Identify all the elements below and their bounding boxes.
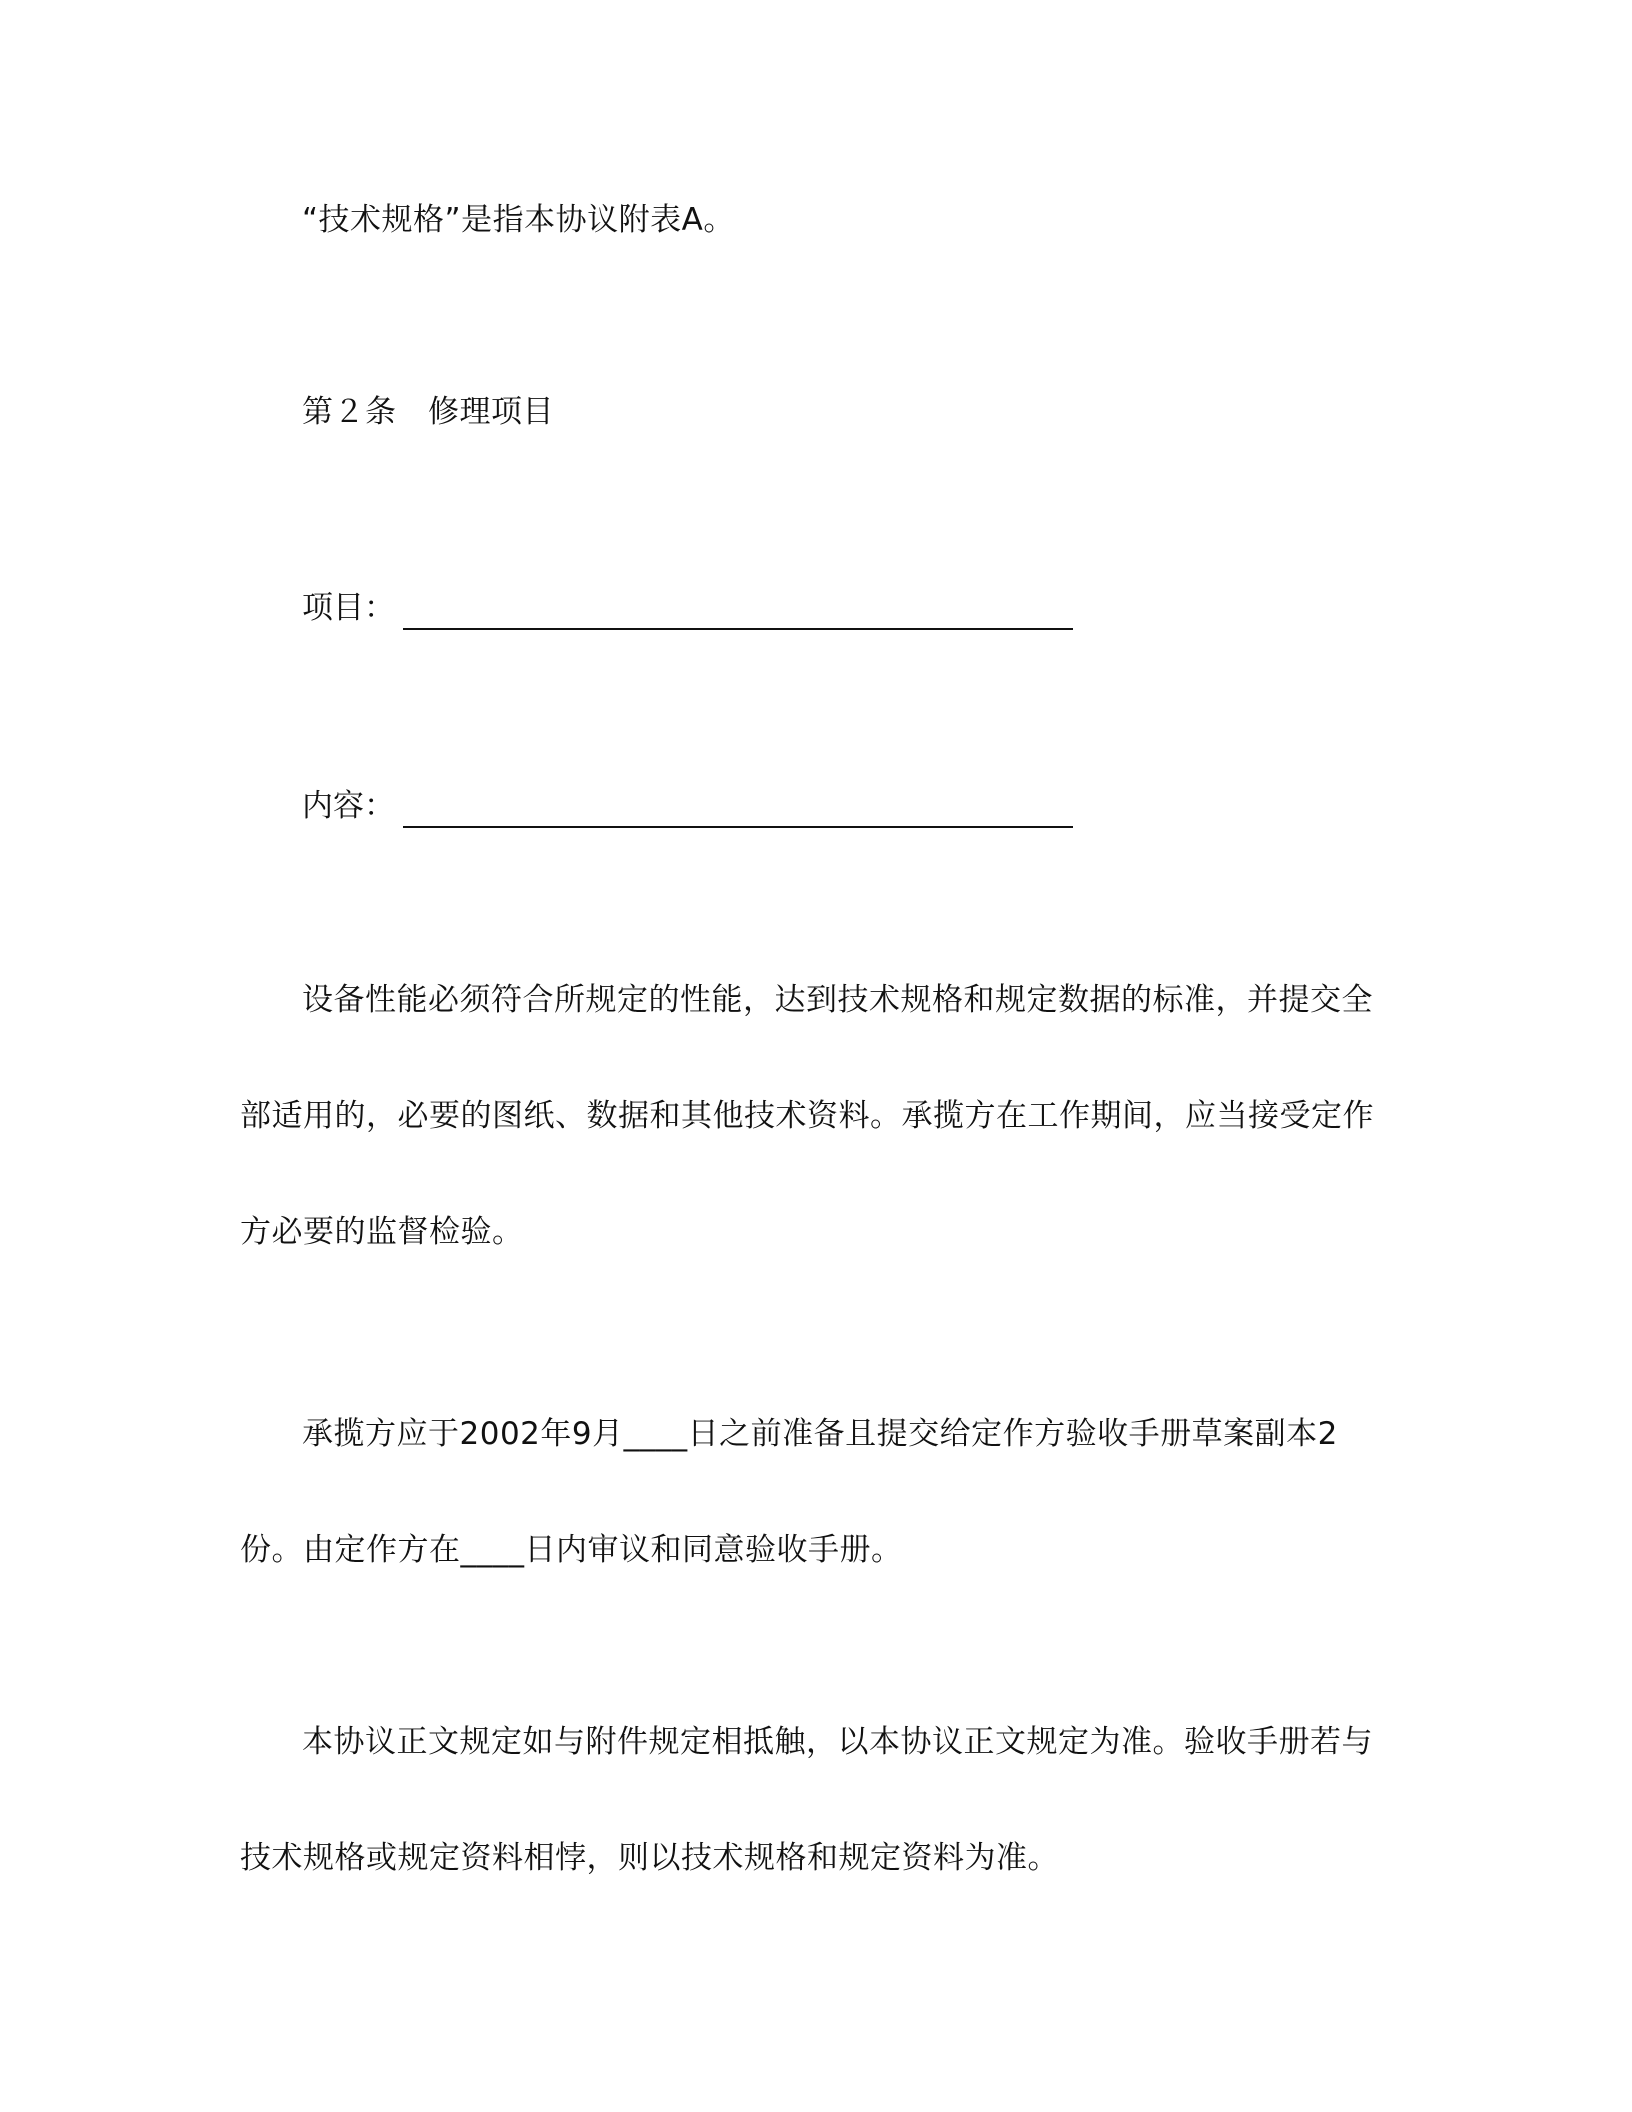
para3-line1: 本协议正文规定如与附件规定相抵触，以本协议正文规定为准。验收手册若与 [302, 1724, 1373, 1760]
field-project-label: 项目： [302, 590, 395, 626]
field-project [302, 586, 1073, 630]
para2-line1: 承揽方应于2002年9月____日之前准备且提交给定作方验收手册草案副本2 [302, 1416, 1338, 1452]
article-heading: 第２条 修理项目 [302, 394, 554, 430]
para1-line3: 方必要的监督检验。 [240, 1214, 524, 1250]
field-content-label: 内容： [302, 788, 395, 824]
definition-line: “技术规格”是指本协议附表A。 [302, 202, 735, 238]
para3-line2: 技术规格或规定资料相悖，则以技术规格和规定资料为准。 [240, 1840, 1059, 1876]
field-project-blank [403, 592, 1073, 630]
para2-line2: 份。由定作方在____日内审议和同意验收手册。 [240, 1532, 903, 1568]
para1-line1: 设备性能必须符合所规定的性能，达到技术规格和规定数据的标准，并提交全 [302, 982, 1373, 1018]
field-content-blank [403, 790, 1073, 828]
para1-line2: 部适用的，必要的图纸、数据和其他技术资料。承揽方在工作期间，应当接受定作 [240, 1098, 1374, 1134]
field-content [302, 784, 1073, 828]
